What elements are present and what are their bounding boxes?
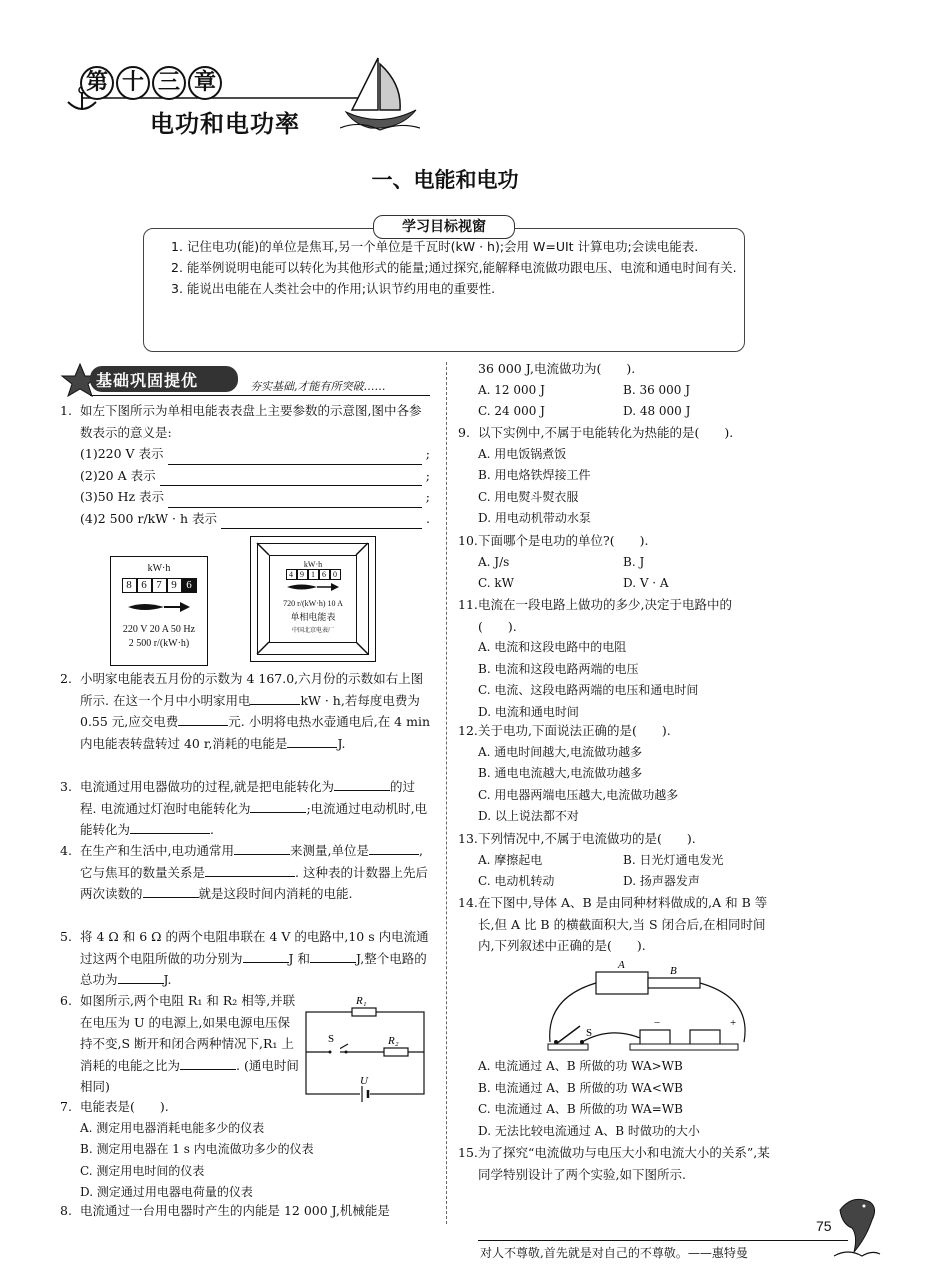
option[interactable]: C. 24 000 J: [478, 404, 545, 418]
option[interactable]: C. 电流通过 A、B 所做的功 WA=WB: [478, 1102, 683, 1116]
question-11: [458, 594, 768, 723]
question-number: 8.: [60, 1203, 72, 1218]
chapter-char: 三: [152, 66, 186, 100]
text-fragment: 如图所示,两个电阻 R₁ 和 R₂ 相等,并联在电压为 U 的电源上,如果电源电压保持不变,S 断开和闭合两种情况下,R₁ 上消耗的电能之比为: [80, 993, 296, 1073]
text-fragment: J,整个电路的总功为: [80, 950, 427, 987]
question-stem: 以下实例中,不属于电能转化为热能的是( ).: [478, 425, 734, 440]
circuit-label-s: S: [328, 1033, 335, 1045]
meter-digit: 6: [137, 578, 152, 593]
question-7: [60, 1096, 430, 1204]
question-number: 6.: [60, 993, 72, 1008]
dolphin-icon: [832, 1190, 882, 1260]
option[interactable]: D. 无法比较电流通过 A、B 时做功的大小: [478, 1123, 700, 1138]
goal-item: 3. 能说出电能在人类社会中的作用;认识节约用电的重要性.: [171, 281, 496, 296]
sailboat-icon: [340, 54, 420, 134]
question-number: 12.: [458, 723, 478, 738]
energy-meter-left: [110, 556, 208, 666]
footer-rule: [478, 1240, 848, 1241]
answer-blank[interactable]: [180, 1055, 236, 1070]
question-number: 4.: [60, 843, 72, 858]
circuit-label-u: U: [360, 1075, 368, 1087]
meter-digit: 6: [182, 578, 197, 593]
option[interactable]: B. 通电电流越大,电流做功越多: [478, 766, 643, 780]
answer-blank[interactable]: [369, 840, 419, 855]
text-fragment: . (通电时间相同): [80, 1057, 299, 1094]
option[interactable]: A. 用电饭锅煮饭: [478, 446, 567, 461]
answer-blank[interactable]: [234, 840, 290, 855]
question-stem: 下面哪个是电功的单位?( ).: [478, 533, 649, 548]
option[interactable]: D. 测定通过用电器电荷量的仪表: [80, 1185, 253, 1199]
option[interactable]: B. 电流和这段电路两端的电压: [478, 661, 639, 676]
meter-digit: 8: [122, 578, 137, 593]
answer-blank[interactable]: [143, 883, 199, 898]
question-2: [60, 668, 430, 754]
text-fragment: 元. 小明将电热水壶通电后,在 4 min 内电能表转盘转过 40 r,消耗的电能是: [80, 714, 431, 751]
answer-blank[interactable]: [118, 969, 164, 984]
question-1: [60, 400, 430, 529]
text-fragment: 小明家电能表五月份的示数为 4 167.0,六月份的示数如右上图所示. 在这一个月中小明家用电: [80, 671, 424, 708]
meter-spec: 220 V 20 A 50 Hz: [122, 624, 196, 635]
answer-blank[interactable]: [310, 948, 356, 963]
option[interactable]: D. V · A: [623, 576, 669, 590]
question-text: [80, 990, 300, 1098]
question-number: 15.: [458, 1145, 478, 1160]
option[interactable]: D. 扬声器发声: [623, 874, 700, 888]
question-4: [60, 840, 430, 905]
circuit-diagram-q6: [300, 990, 432, 1102]
answer-blank[interactable]: [168, 450, 422, 465]
energy-meter-right: [250, 536, 376, 662]
question-number: 3.: [60, 779, 72, 794]
question-number: 2.: [60, 671, 72, 686]
meter-maker: 中国北京电表厂: [291, 628, 334, 634]
meter-pointer-icon: [283, 580, 343, 594]
option[interactable]: A. 12 000 J: [478, 382, 545, 397]
meter-spec: 2 500 r/(kW·h): [128, 638, 190, 649]
basic-slogan: 夯实基础,才能有所突破……: [250, 380, 386, 393]
meter-digit: 1: [308, 569, 319, 580]
chapter-char: 章: [188, 66, 222, 100]
option[interactable]: C. 用电器两端电压越大,电流做功越多: [478, 787, 679, 802]
circuit-diagram-q14: [540, 958, 760, 1058]
meter-digit: 9: [297, 569, 308, 580]
section-title: 一、电能和电功: [371, 168, 519, 192]
question-8-stem: [60, 1200, 430, 1222]
heading-rule: [90, 395, 430, 396]
answer-blank[interactable]: [250, 798, 306, 813]
text-fragment: 电流通过用电器做功的过程,就是把电能转化为: [80, 779, 334, 794]
goals-list: [147, 236, 741, 299]
text-fragment: 在生产和生活中,电功通常用: [80, 843, 234, 858]
question-number: 9.: [458, 425, 470, 440]
goal-item: 2. 能举例说明电能可以转化为其他形式的能量;通过探究,能解释电流做功跟电压、电流和通电时间有关.: [171, 260, 737, 275]
question-text: [80, 668, 430, 754]
meter-digit: 0: [330, 569, 341, 580]
option[interactable]: B. 用电烙铁焊接工件: [478, 468, 591, 482]
text-fragment: J 和: [288, 950, 311, 966]
question-13: [458, 828, 768, 893]
question-stem: 电流通过一台用电器时产生的内能是 12 000 J,机械能是: [80, 1203, 390, 1218]
option[interactable]: A. J/s: [478, 554, 510, 569]
chapter-number: [80, 66, 222, 100]
circuit-label-r2: R₂: [388, 1035, 399, 1047]
question-number: 7.: [60, 1099, 72, 1114]
basic-heading: [60, 362, 430, 398]
option[interactable]: C. 电动机转动: [478, 874, 555, 888]
question-stem: 下列情况中,不属于电流做功的是( ).: [478, 831, 696, 846]
question-stem: 36 000 J,电流做功为( ).: [478, 361, 636, 376]
question-6: [60, 990, 300, 1098]
question-stem: 如左下图所示为单相电能表表盘上主要参数的示意图,图中各参数表示的意义是:: [80, 403, 422, 440]
question-number: 14.: [458, 895, 478, 910]
chapter-char: 十: [116, 66, 150, 100]
circuit-label-a: A: [618, 959, 625, 971]
question-stem: 在下图中,导体 A、B 是由同种材料做成的,A 和 B 等长,但 A 比 B 的横截面积大,当 S 闭合后,在相同时间内,下列叙述中正确的是( ).: [478, 895, 768, 953]
circuit-label-s: S: [586, 1027, 593, 1039]
question-15: [458, 1142, 778, 1185]
option[interactable]: C. 用电熨斗熨衣服: [478, 489, 579, 504]
option[interactable]: A. 测定用电器消耗电能多少的仪表: [80, 1120, 265, 1135]
option[interactable]: A. 摩擦起电: [478, 852, 543, 867]
question-number: 5.: [60, 929, 72, 944]
question-stem: 电能表是( ).: [80, 1099, 169, 1114]
meter-digits: [270, 569, 356, 580]
question-number: 10.: [458, 533, 478, 548]
question-text: [80, 926, 430, 991]
text-fragment: J.: [337, 735, 346, 751]
chapter-subtitle: 电功和电功率: [150, 110, 300, 138]
meter-name: 单相电能表: [290, 612, 336, 622]
text-fragment: 就是这段时间内消耗的电能.: [198, 886, 353, 901]
circuit-label-plus: +: [730, 1017, 737, 1029]
chapter-header: [60, 62, 420, 142]
q1-sep: ;: [425, 489, 430, 504]
text-fragment: ,它与焦耳的数量关系是: [80, 843, 423, 880]
meter-digit: 9: [167, 578, 182, 593]
option[interactable]: B. 测定用电器在 1 s 内电流做功多少的仪表: [80, 1142, 314, 1156]
text-fragment: kW · h,若每度电费为 0.55 元,应交电费: [80, 692, 420, 729]
chapter-char: 第: [80, 66, 114, 100]
meter-pointer-icon: [124, 599, 194, 615]
q1-item: (3)50 Hz 表示: [80, 489, 165, 504]
meter-face: [269, 555, 357, 643]
page-number: 75: [816, 1218, 832, 1234]
answer-blank[interactable]: [130, 819, 210, 834]
question-14-options: [458, 1056, 768, 1142]
meter-digit: 6: [319, 569, 330, 580]
option[interactable]: A. 通电时间越大,电流做功越多: [478, 744, 643, 759]
circuit-label-minus: −: [654, 1017, 661, 1029]
question-14: [458, 892, 768, 957]
text-fragment: 将 4 Ω 和 6 Ω 的两个电阻串联在 4 V 的电路中,10 s 内电流通过这两个电阻所做的功分别为: [80, 929, 429, 966]
question-text: [80, 840, 430, 905]
option[interactable]: B. 36 000 J: [623, 382, 691, 397]
question-3: [60, 776, 430, 841]
option[interactable]: C. kW: [478, 576, 514, 590]
question-5: [60, 926, 430, 991]
question-number: 13.: [458, 831, 478, 846]
answer-blank[interactable]: [334, 776, 390, 791]
answer-blank[interactable]: [160, 471, 422, 486]
option[interactable]: D. 48 000 J: [623, 404, 691, 418]
answer-blank[interactable]: [221, 514, 422, 529]
option[interactable]: B. J: [623, 554, 645, 569]
text-fragment: .: [210, 822, 214, 837]
circuit-label-r1: R₁: [356, 995, 367, 1007]
option[interactable]: C. 测定用电时间的仪表: [80, 1163, 205, 1178]
option[interactable]: D. 以上说法都不对: [478, 809, 579, 823]
text-fragment: . 这种表的计数器上先后两次读数的: [80, 864, 428, 901]
question-number: 1.: [60, 403, 72, 418]
text-fragment: 的过程. 电流通过灯泡时电能转化为: [80, 779, 415, 816]
option[interactable]: D. 电流和通电时间: [478, 704, 579, 719]
question-12: [458, 720, 768, 828]
option[interactable]: A. 电流通过 A、B 所做的功 WA>WB: [478, 1059, 683, 1073]
answer-blank[interactable]: [250, 690, 300, 705]
question-8-continued: [458, 358, 768, 423]
meter-spec: 720 r/(kW·h) 10 A: [283, 599, 343, 608]
option[interactable]: C. 电流、这段电路两端的电压和通电时间: [478, 683, 699, 697]
meter-digit: 7: [152, 578, 167, 593]
goals-heading: 学习目标视窗: [373, 215, 515, 239]
answer-blank[interactable]: [287, 733, 337, 748]
question-text: [80, 776, 430, 841]
footer-quote: 对人不尊敬,首先就是对自己的不尊敬。——惠特曼: [480, 1246, 748, 1260]
basic-heading-text: 基础巩固提优: [96, 371, 199, 390]
answer-blank[interactable]: [168, 493, 422, 508]
text-fragment: 来测量,单位是: [289, 843, 369, 858]
question-stem: 为了探究“电流做功与电压大小和电流大小的关系”,某同学特别设计了两个实验,如下图所示.: [478, 1145, 770, 1182]
q1-sep: ;: [425, 467, 430, 483]
meter-unit: kW·h: [147, 563, 171, 574]
question-stem: 关于电功,下面说法正确的是( ).: [478, 723, 671, 738]
circuit-label-b: B: [670, 965, 677, 977]
meter-unit: kW·h: [303, 560, 323, 569]
option[interactable]: D. 用电动机带动水泵: [478, 511, 591, 525]
question-stem: 电流在一段电路上做功的多少,决定于电路中的( ).: [478, 597, 732, 634]
option[interactable]: B. 电流通过 A、B 所做的功 WA<WB: [478, 1080, 683, 1095]
question-number: 11.: [458, 597, 478, 612]
answer-blank[interactable]: [243, 948, 289, 963]
q1-item: (2)20 A 表示: [80, 467, 156, 483]
meter-digit: 4: [286, 569, 297, 580]
q1-item: (4)2 500 r/kW · h 表示: [80, 510, 218, 526]
option[interactable]: A. 电流和这段电路中的电阻: [478, 640, 627, 654]
q1-sep: .: [426, 510, 430, 526]
answer-blank[interactable]: [178, 711, 228, 726]
option[interactable]: B. 日光灯通电发光: [623, 852, 724, 867]
q1-sep: ;: [425, 446, 430, 461]
q1-item: (1)220 V 表示: [80, 446, 164, 461]
question-10: [458, 530, 768, 595]
answer-blank[interactable]: [205, 862, 295, 877]
question-9: [458, 422, 768, 530]
text-fragment: J.: [163, 972, 172, 987]
column-divider: [446, 362, 447, 1224]
meter-digits: [111, 578, 207, 593]
goal-item: 1. 记住电功(能)的单位是焦耳,另一个单位是千瓦时(kW · h);会用 W=UIt 计算电功;会读电能表.: [171, 239, 699, 254]
text-fragment: ;电流通过电动机时,电能转化为: [80, 800, 428, 837]
